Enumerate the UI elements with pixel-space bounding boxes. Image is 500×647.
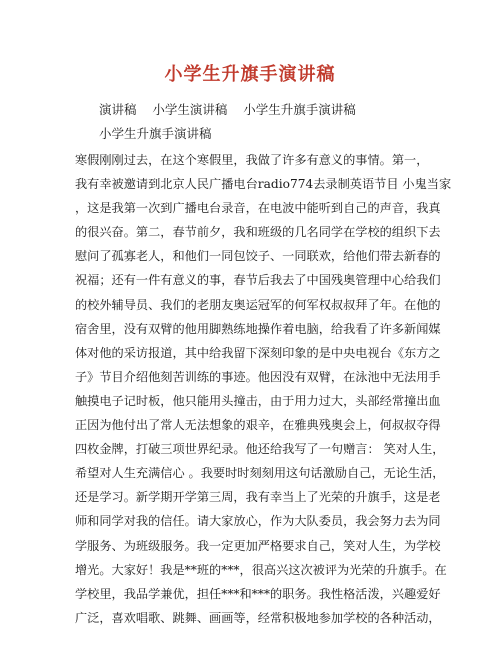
body-line: 还是学习。新学期开学第三周，我有幸当上了光荣的升旗手，这是老 [75,490,441,505]
body-line: ，这是我第一次到广播电台录音，在电波中能听到自己的声音，我真 [75,201,441,216]
body-line: 体对他的采访报道，其中给我留下深刻印象的是中央电视台《东方之 [75,345,441,360]
body-line: 的校外辅导员、我们的老朋友奥运冠军的何军权叔叔拜了年。在他的 [75,297,441,312]
body-line: 正因为他付出了常人无法想象的艰辛，在雅典残奥会上，何叔叔夺得 [75,418,441,433]
body-line: 学校里，我品学兼优，担任***和***的职务。我性格活泼，兴趣爱好 [75,586,441,601]
body-line: 子》节目介绍他刻苦训练的事迹。他因没有双臂，在泳池中无法用手 [75,369,441,384]
body-line: 宿舍里，没有双臂的他用脚熟练地操作着电脑，给我看了许多新闻媒 [75,321,441,336]
body-line: 的很兴奋。第二，春节前夕，我和班级的几名同学在学校的组织下去 [75,225,441,240]
body-line: 增光。大家好！我是**班的***，很高兴这次被评为光荣的升旗手。在 [75,562,447,577]
body-line: 祝福；还有一件有意义的事，春节后我去了中国残奥管理中心给我们 [75,273,441,288]
body-line: 我有幸被邀请到北京人民广播电台radio774去录制英语节目 小鬼当家 [75,177,452,192]
document-subtitle: 小学生升旗手演讲稿 [99,126,212,141]
body-line: 希望对人生充满信心 。我要时时刻刻用这句话激励自己，无论生活， [75,466,445,481]
document-body [75,148,452,630]
category-breadcrumb: 演讲稿 小学生演讲稿 小学生升旗手演讲稿 [99,102,356,117]
body-line: 慰问了孤寡老人，和他们一同包饺子、一同联欢，给他们带去新春的 [75,249,441,264]
body-line: 广泛，喜欢唱歌、跳舞、画画等，经常积极地参加学校的各种活动， [75,610,441,625]
document-title: 小学生升旗手演讲稿 [164,64,336,85]
body-line: 学服务、为班级服务。我一定更加严格要求自己，笑对人生，为学校 [75,538,441,553]
body-line: 四枚金牌，打破三项世界纪录。他还给我写了一句赠言： 笑对人生， [75,442,445,457]
body-line: 寒假刚刚过去，在这个寒假里，我做了许多有意义的事情。第一， [75,153,429,167]
body-line: 触摸电子记时板，他只能用头撞击，由于用力过大，头部经常撞出血 [75,393,441,408]
body-line: 师和同学对我的信任。请大家放心，作为大队委员，我会努力去为同 [75,514,441,529]
